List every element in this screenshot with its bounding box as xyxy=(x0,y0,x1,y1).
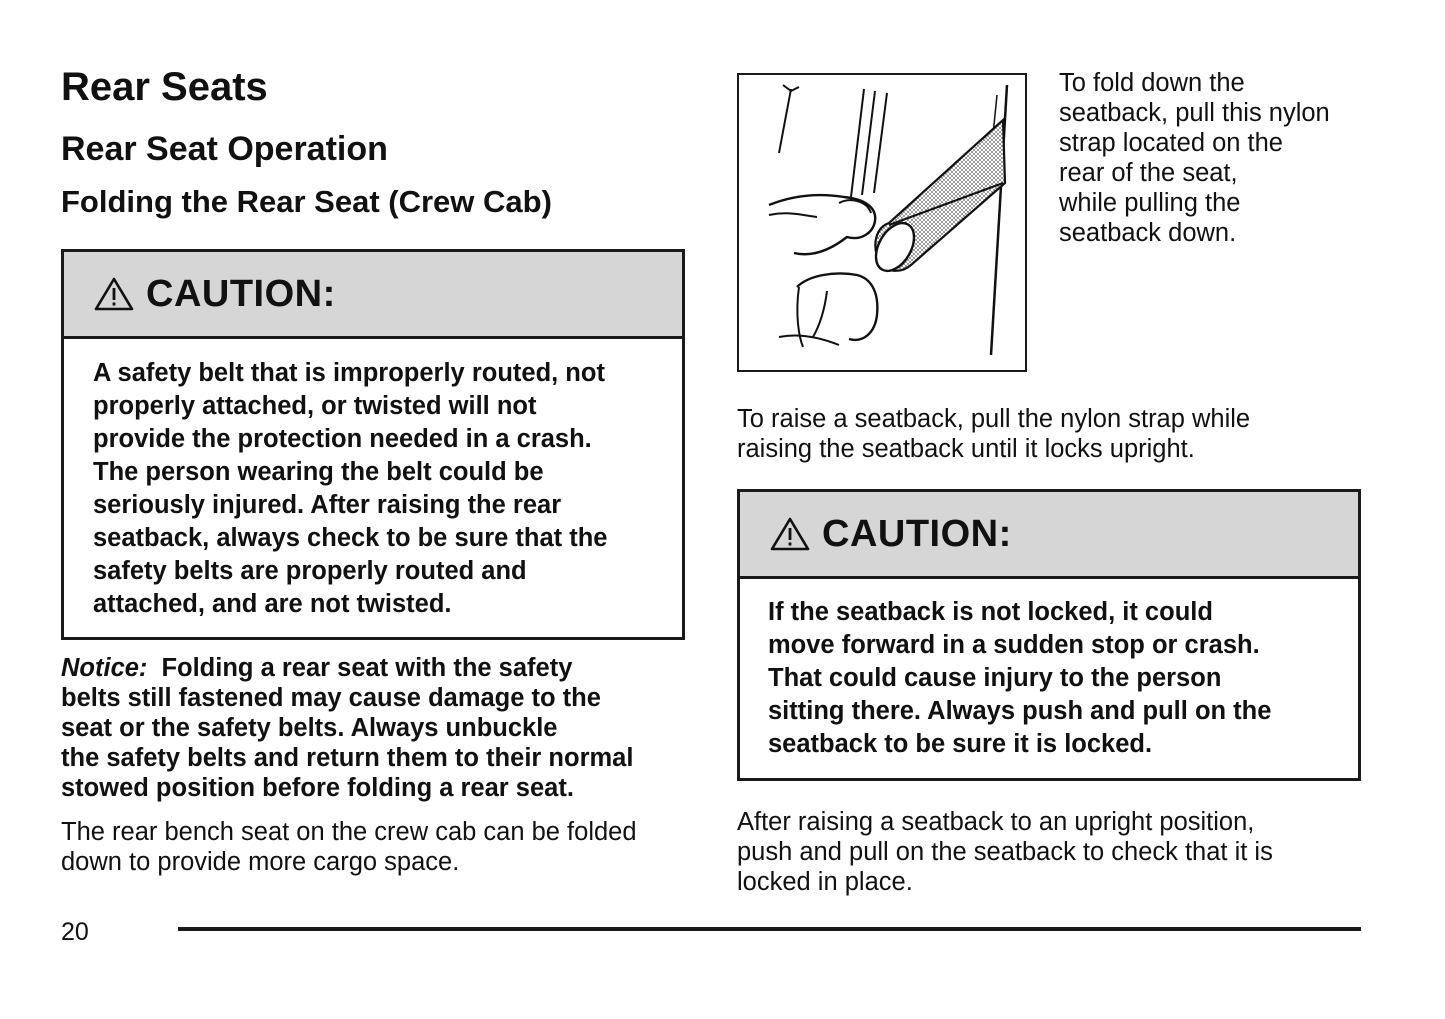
caution-line: move forward in a sudden stop or crash. xyxy=(768,631,1260,659)
caution-line: The person wearing the belt could be xyxy=(93,458,544,486)
notice-line: seat or the safety belts. Always unbuckle xyxy=(61,714,558,742)
caption-line: while pulling the xyxy=(1059,189,1241,217)
caution-line: seatback to be sure it is locked. xyxy=(768,730,1153,758)
after-raising-paragraph xyxy=(737,807,1273,897)
caution-line: attached, and are not twisted. xyxy=(93,590,452,618)
nylon-strap-illustration xyxy=(737,73,1027,372)
caution-text xyxy=(740,579,1358,761)
notice-line: the safety belts and return them to their normal xyxy=(61,744,634,772)
subsection-heading: Folding the Rear Seat (Crew Cab) xyxy=(61,184,552,219)
notice-label: Notice: xyxy=(61,654,148,682)
caption-line: seatback, pull this nylon xyxy=(1059,99,1330,127)
caption-line: rear of the seat, xyxy=(1059,159,1238,187)
notice-line: belts still fastened may cause damage to the xyxy=(61,684,601,712)
caution-line: provide the protection needed in a crash. xyxy=(93,425,592,453)
caution-line: If the seatback is not locked, it could xyxy=(768,598,1213,626)
paragraph-line: After raising a seatback to an upright position, xyxy=(737,808,1255,836)
caution-line: sitting there. Always push and pull on the xyxy=(768,697,1272,725)
paragraph-line: raising the seatback until it locks upright. xyxy=(737,435,1195,463)
caution-line: properly attached, or twisted will not xyxy=(93,392,537,420)
crew-cab-paragraph xyxy=(61,817,637,877)
caption-line: To fold down the xyxy=(1059,69,1245,97)
caution-line: A safety belt that is improperly routed, not xyxy=(93,359,605,387)
page-number: 20 xyxy=(61,918,89,946)
caution-line: seatback, always check to be sure that the xyxy=(93,524,608,552)
caption-line: strap located on the xyxy=(1059,129,1283,157)
caution-box-belt xyxy=(61,249,685,640)
notice-line: stowed position before folding a rear seat. xyxy=(61,774,574,802)
caution-title: CAUTION: xyxy=(822,512,1012,555)
caution-header xyxy=(64,252,682,339)
caution-header xyxy=(740,492,1358,579)
notice-first-line: Folding a rear seat with the safety xyxy=(161,654,573,682)
page-title: Rear Seats xyxy=(61,65,268,109)
caution-line: seriously injured. After raising the rear xyxy=(93,491,562,519)
paragraph-line: down to provide more cargo space. xyxy=(61,848,460,876)
warning-triangle-icon xyxy=(94,277,134,311)
caution-box-seatback xyxy=(737,489,1361,781)
paragraph-line: To raise a seatback, pull the nylon strap while xyxy=(737,405,1251,433)
notice-paragraph xyxy=(61,653,691,803)
paragraph-line: locked in place. xyxy=(737,868,913,896)
paragraph-line: The rear bench seat on the crew cab can be folded xyxy=(61,818,637,846)
figure-caption xyxy=(1059,68,1330,248)
caution-line: That could cause injury to the person xyxy=(768,664,1222,692)
paragraph-line: push and pull on the seatback to check that it is xyxy=(737,838,1273,866)
raise-seatback-paragraph xyxy=(737,404,1250,464)
caution-text xyxy=(64,339,682,621)
footer-rule xyxy=(178,927,1361,931)
caption-line: seatback down. xyxy=(1059,219,1237,247)
section-heading: Rear Seat Operation xyxy=(61,130,388,168)
warning-triangle-icon xyxy=(770,517,810,551)
caution-title: CAUTION: xyxy=(146,272,336,315)
caution-line: safety belts are properly routed and xyxy=(93,557,527,585)
